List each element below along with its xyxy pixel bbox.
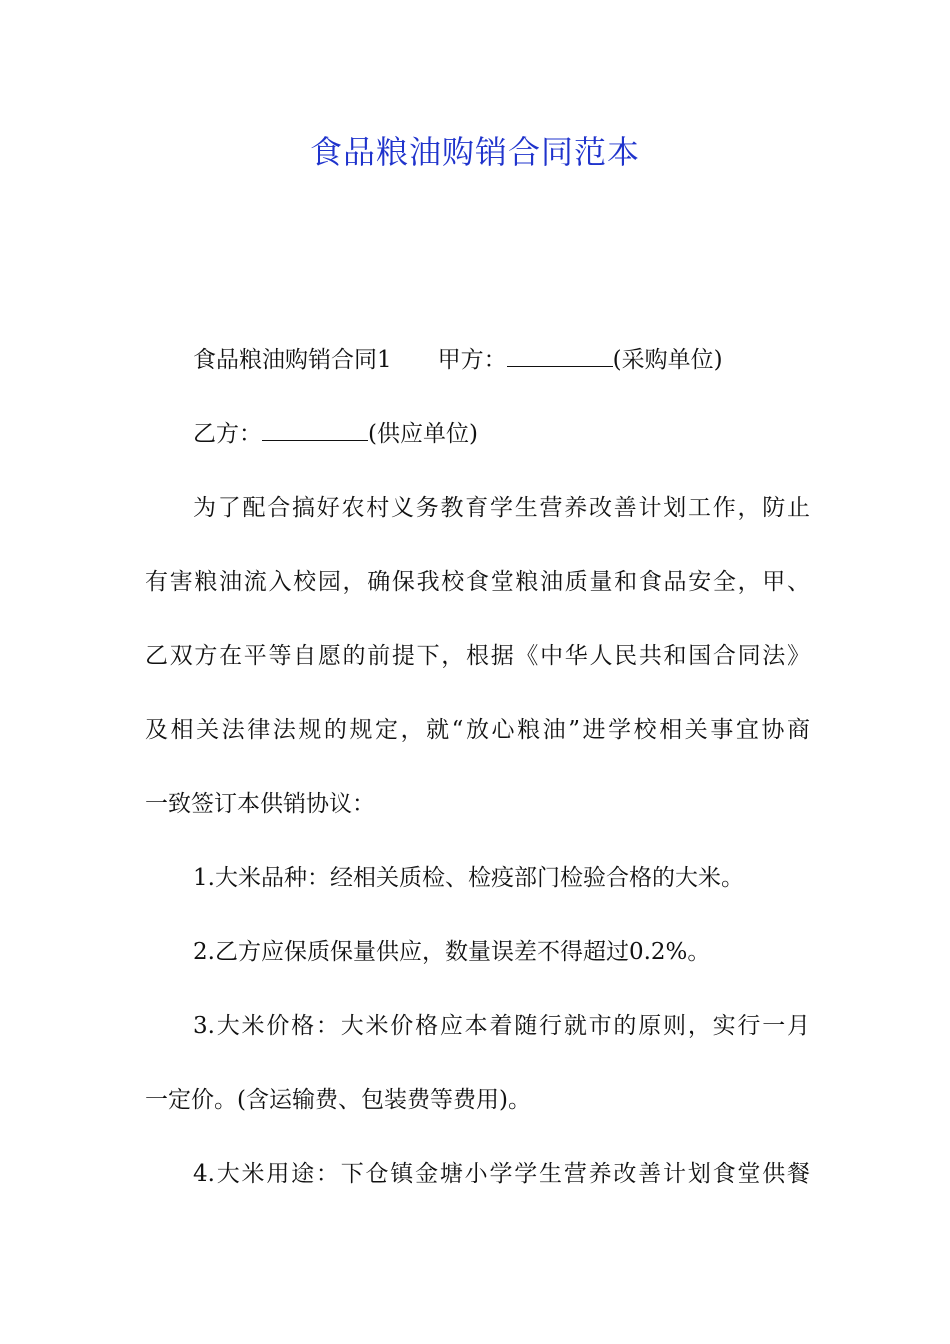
party-a-label: 甲方： (437, 347, 507, 373)
intro-line: 一致签订本供销协议： (145, 791, 375, 817)
contract-name: 食品粮油购销合同1 (193, 347, 392, 373)
clause-3-line-2: 一定价。(含运输费、包装费等费用)。 (145, 1087, 531, 1113)
intro-line: 为了配合搞好农村义务教育学生营养改善计划工作，防止 (193, 495, 810, 521)
clause-3-line-1: 3.大米价格：大米价格应本着随行就市的原则，实行一月 (193, 1013, 810, 1039)
clause-2: 2.乙方应保质保量供应，数量误差不得超过0.2%。 (193, 939, 711, 965)
contract-header-line (145, 323, 810, 397)
document-title: 食品粮油购销合同范本 (309, 133, 640, 171)
party-b-note: (供应单位) (368, 421, 478, 447)
party-b-line (145, 397, 810, 471)
clause-4-line-1: 4.大米用途：下仓镇金塘小学学生营养改善计划食堂供餐 (193, 1161, 810, 1187)
party-a-blank (507, 344, 613, 367)
intro-line: 有害粮油流入校园，确保我校食堂粮油质量和食品安全，甲、 (145, 569, 810, 595)
party-b-label: 乙方： (193, 421, 262, 447)
intro-line: 及相关法律法规的规定，就“放心粮油”进学校相关事宜协商 (145, 717, 810, 743)
clause-1: 1.大米品种：经相关质检、检疫部门检验合格的大米。 (193, 865, 744, 891)
party-a-note: (采购单位) (612, 347, 723, 373)
document-body (145, 323, 810, 1211)
party-b-blank (262, 418, 368, 441)
intro-line: 乙双方在平等自愿的前提下，根据《中华人民共和国合同法》 (145, 643, 810, 669)
